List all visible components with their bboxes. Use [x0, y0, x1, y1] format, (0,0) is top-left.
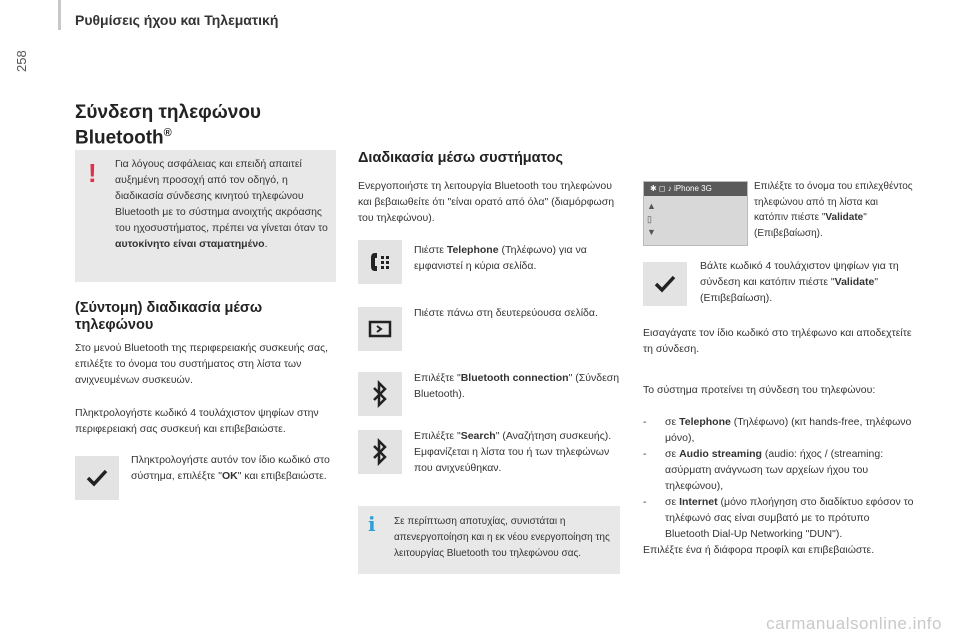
system-heading: Διαδικασία μέσω συστήματος	[358, 150, 564, 166]
step-subpage: Πιέστε πάνω στη δευτερεύουσα σελίδα.	[414, 307, 598, 319]
phone-list-screen	[643, 181, 748, 246]
check-tile	[75, 456, 119, 500]
info-box	[358, 506, 620, 574]
code-text: Βάλτε κωδικό 4 τουλάχιστον ψηφίων για τη σύνδεση και κατόπιν πιέστε "Validate" (Επιβεβαίωση).	[700, 260, 899, 304]
list-item: - σε Telephone (Τηλέφωνο) (κιτ hands-free, τηλέφωνο μόνο),	[643, 416, 912, 444]
step-search: Επιλέξτε "Search" (Αναζήτηση συσκευής). Εμφανίζεται η λίστα του ή των τηλεφώνων που ανιχνεύθηκαν.	[414, 430, 612, 474]
phone-name: iPhone 3G	[674, 184, 712, 193]
short-heading: (Σύντομη) διαδικασία μέσω τηλεφώνου	[75, 300, 263, 333]
bluetooth-icon	[370, 380, 390, 408]
screen-scroll: ▲ ▯ ▼	[647, 201, 656, 237]
short-p2: Πληκτρολογήστε κωδικό 4 τουλάχιστον ψηφίων στην περιφερειακή σας συσκευή και επιβεβαιώστε.	[75, 407, 319, 435]
warning-box	[75, 150, 336, 282]
profile-list	[643, 414, 915, 558]
warning-text: Για λόγους ασφάλειας και επειδή απαιτεί αυξημένη προσοχή από τον οδηγό, η διαδικασία σύνδεσης κινητού τηλεφώνου Bluetooth με το σύστημα ανοιχτής ακρόασης του ηχοσυστήματος, πρέπει να γίνεται όταν το αυτοκίνητο είναι σταματημένο.	[115, 158, 328, 250]
accept-text: Εισαγάγατε τον ίδιο κωδικό στο τηλέφωνο και αποδεχτείτε τη σύνδεση.	[643, 327, 912, 355]
registered-mark: ®	[163, 127, 172, 139]
search-bluetooth-tile	[358, 430, 402, 474]
check-icon	[654, 275, 676, 293]
step-bluetooth: Επιλέξτε "Bluetooth connection" (Σύνδεση Bluetooth).	[414, 372, 620, 400]
section-header: Ρυθμίσεις ήχου και Τηλεματική	[75, 12, 279, 28]
validate-tile	[643, 262, 687, 306]
select-phone-text: Επιλέξτε το όνομα του επιλεχθέντος τηλεφώνου από τη λίστα και κατόπιν πιέστε "Validate" (Επιβεβαίωση).	[754, 181, 913, 239]
telephone-icon	[367, 249, 393, 275]
telephone-tile	[358, 240, 402, 284]
title-line1: Σύνδεση τηλεφώνου	[75, 102, 261, 123]
short-p3: Πληκτρολογήστε αυτόν τον ίδιο κωδικό στο σύστημα, επιλέξτε "OK" και επιβεβαιώστε.	[131, 454, 330, 482]
bluetooth-icon	[370, 438, 390, 466]
info-icon: i	[368, 512, 376, 536]
subpage-tile	[358, 307, 402, 351]
exclamation-icon: !	[88, 158, 97, 188]
page-title	[75, 103, 261, 148]
check-icon	[86, 469, 108, 487]
watermark: carmanualsonline.info	[766, 614, 942, 633]
profiles-intro: Το σύστημα προτείνει τη σύνδεση του τηλεφώνου:	[643, 384, 876, 396]
short-p1: Στο μενού Bluetooth της περιφερειακής συσκευής σας, επιλέξτε το όνομα του συστήματος στη λίστα των ανιχνευμένων συσκευών.	[75, 342, 329, 386]
list-item: - σε Audio streaming (audio: ήχος / (streaming: ασύρματη ανάγνωση των αρχείων ήχου του τηλεφώνου),	[643, 448, 884, 492]
info-text: Σε περίπτωση αποτυχίας, συνιστάται η απενεργοποίηση και η εκ νέου ενεργοποίηση της λειτουργίας Bluetooth του τηλεφώνου σας.	[394, 516, 610, 559]
system-intro: Ενεργοποιήστε τη λειτουργία Bluetooth του τηλεφώνου και βεβαιωθείτε ότι "είναι ορατό από όλα" (διαμόρφωση του τηλεφώνου).	[358, 180, 615, 224]
secondary-page-icon	[368, 319, 392, 339]
step-telephone: Πιέστε Telephone (Τηλέφωνο) για να εμφανιστεί η κύρια σελίδα.	[414, 244, 587, 272]
screen-topbar: ✱ ◻ ♪ iPhone 3G	[644, 182, 747, 196]
page-number: 258	[14, 50, 29, 72]
final-instruction: Επιλέξτε ένα ή διάφορα προφίλ και επιβεβαιώστε.	[643, 544, 875, 556]
header-bar	[58, 0, 61, 30]
bluetooth-tile	[358, 372, 402, 416]
title-line2: Bluetooth	[75, 127, 164, 149]
list-item: - σε Internet (μόνο πλοήγηση στο διαδίκτυο εφόσον το τηλέφωνό σας είναι συμβατό με το πρότυπο Bluetooth Dial-Up Networking "DUN").	[643, 496, 914, 540]
